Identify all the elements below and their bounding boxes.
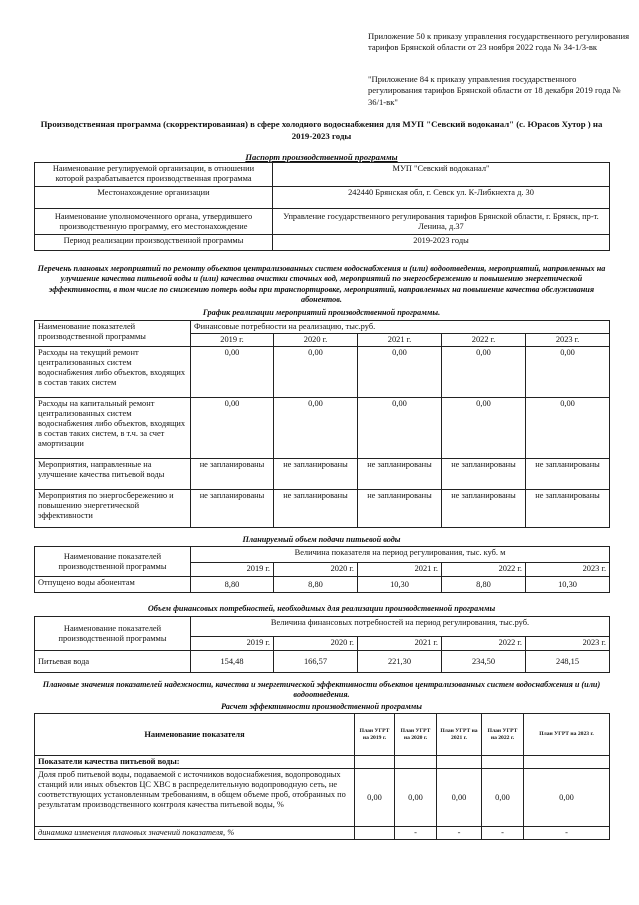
- table-row: [35, 209, 610, 235]
- row-label: Питьевая вода: [35, 651, 191, 673]
- cell-value: 248,15: [526, 651, 610, 673]
- passport-value: МУП "Севский водоканал": [273, 163, 610, 187]
- passport-value: 2019-2023 годы: [273, 235, 610, 251]
- cell-value: 234,50: [442, 651, 526, 673]
- supply-heading: Планируемый объем подачи питьевой воды: [242, 535, 401, 544]
- plan-column-header: План УГРТ на 2020 г.: [400, 727, 431, 741]
- passport-label: Период реализации производственной программы: [35, 235, 273, 251]
- year-header: 2020 г.: [274, 563, 358, 577]
- table-header-row: [35, 321, 610, 334]
- measures-heading: Перечень плановых мероприятий по ремонту объектов централизованных систем водоснабжения и (или) водоотведения, мероприятий, направленных на улучшение качества питьевой воды и (или) качества очистки сточных вод, мероприятий по энергосбережению и повышению энергетической эффективности, в том числе по снижению потерь воды при транспортировке, мероприятий, направленных на повышение качества обслуживания абонентов.: [37, 264, 606, 305]
- calc-heading: Расчет эффективности производственной программы: [221, 702, 422, 711]
- column-header: Наименование показателя: [35, 714, 355, 756]
- row-label: Расходы на текущий ремонт централизованных систем водоснабжения либо объектов, входящих в состав таких систем: [35, 347, 191, 398]
- row-label: динамика изменения плановых значений показателя, %: [35, 827, 355, 840]
- cell-value: 0,00: [355, 769, 395, 827]
- appendix-note-1: Приложение 50 к приказу управления государственного регулирования тарифов Брянской области от 23 ноября 2022 года № 34-1/3-вк: [368, 31, 630, 53]
- row-label: Отпущено воды абонентам: [35, 577, 191, 593]
- passport-label: Местонахождение организации: [35, 187, 273, 209]
- passport-value: 242440 Брянская обл, г. Севск ул. К-Либкнехта д. 30: [273, 187, 610, 209]
- column-group-header: Величина финансовых потребностей на период регулирования, тыс.руб.: [191, 617, 610, 637]
- passport-label: Наименование уполномоченного органа, утвердившего производственную программу, его местонахождение: [35, 209, 273, 235]
- table-row: [35, 769, 610, 827]
- table-row: [35, 398, 610, 459]
- table-row: [35, 490, 610, 528]
- cell-value: не запланированы: [526, 459, 610, 490]
- measures-table: [34, 320, 610, 528]
- table-header-row: [35, 714, 610, 756]
- column-header: Наименование показателей производственной программы: [35, 617, 191, 651]
- cell-value: не запланированы: [442, 490, 526, 528]
- cell-value: 0,00: [395, 769, 437, 827]
- document-title: Производственная программа (скорректированная) в сфере холодного водоснабжения для МУП "Севский водоканал" (с. Юрасов Хутор ) на 2019-2023 годы: [40, 119, 603, 141]
- cell-value: 0,00: [358, 398, 442, 459]
- section-row: [35, 756, 610, 769]
- table-row: [35, 459, 610, 490]
- cell-value: 0,00: [524, 769, 610, 827]
- cell-value: 0,00: [442, 398, 526, 459]
- appendix-note-2: "Приложение 84 к приказу управления государственного регулирования тарифов Брянской области от 18 декабря 2019 года № 36/1-вк": [368, 74, 621, 107]
- cell-value: не запланированы: [358, 490, 442, 528]
- year-header: 2021 г.: [358, 563, 442, 577]
- plan-column-header: План УГРТ на 2019 г.: [359, 727, 390, 741]
- column-group-header: Величина показателя на период регулирования, тыс. куб. м: [191, 547, 610, 563]
- table-row: [35, 163, 610, 187]
- cell-value: -: [524, 827, 610, 840]
- year-header: 2023 г.: [526, 563, 610, 577]
- cell-value: 8,80: [274, 577, 358, 593]
- cell-value: 166,57: [274, 651, 358, 673]
- cell-value: 10,30: [526, 577, 610, 593]
- year-header: 2021 г.: [358, 334, 442, 347]
- cell-value: не запланированы: [358, 459, 442, 490]
- finance-heading: Объем финансовых потребностей, необходимых для реализации производственной программы: [147, 604, 496, 613]
- table-row: [35, 827, 610, 840]
- year-header: 2019 г.: [191, 637, 274, 651]
- cell-value: 0,00: [274, 398, 358, 459]
- cell-value: 8,80: [442, 577, 526, 593]
- cell-value: 10,30: [358, 577, 442, 593]
- year-header: 2022 г.: [442, 637, 526, 651]
- schedule-heading: График реализации мероприятий производственной программы.: [202, 308, 441, 317]
- cell-value: 0,00: [191, 398, 274, 459]
- year-header: 2020 г.: [274, 637, 358, 651]
- cell-value: 0,00: [358, 347, 442, 398]
- cell-value: 0,00: [526, 347, 610, 398]
- table-row: [35, 235, 610, 251]
- cell-value: не запланированы: [442, 459, 526, 490]
- cell-value: 8,80: [191, 577, 274, 593]
- passport-label: Наименование регулируемой организации, в отношении которой разрабатывается производственная программа: [35, 163, 273, 187]
- year-header: 2022 г.: [442, 563, 526, 577]
- year-header: 2023 г.: [526, 637, 610, 651]
- year-header: 2020 г.: [274, 334, 358, 347]
- plan-column-header: План УГРТ на 2021 г.: [440, 727, 478, 741]
- table-header-row: [35, 547, 610, 563]
- cell-value: -: [482, 827, 524, 840]
- cell-value: не запланированы: [191, 490, 274, 528]
- year-header: 2022 г.: [442, 334, 526, 347]
- table-row: [35, 577, 610, 593]
- passport-table: [34, 162, 610, 251]
- column-header: Наименование показателей производственной программы: [35, 321, 191, 347]
- cell-value: не запланированы: [191, 459, 274, 490]
- table-row: [35, 187, 610, 209]
- cell-value: 0,00: [482, 769, 524, 827]
- year-header: 2021 г.: [358, 637, 442, 651]
- cell-value: 0,00: [526, 398, 610, 459]
- cell-value: не запланированы: [274, 490, 358, 528]
- table-row: [35, 347, 610, 398]
- column-header: Наименование показателей производственной программы: [35, 547, 191, 577]
- table-row: [35, 651, 610, 673]
- year-header: 2019 г.: [191, 334, 274, 347]
- row-label: Расходы на капитальный ремонт централизованных систем водоснабжения либо объектов, входящих в состав таких систем, в т.ч. за счет амортизации: [35, 398, 191, 459]
- passport-value: Управление государственного регулирования тарифов Брянской области, г. Брянск, пр-т. Ленина, д.37: [273, 209, 610, 235]
- cell-value: 0,00: [274, 347, 358, 398]
- cell-value: 0,00: [442, 347, 526, 398]
- cell-value: -: [395, 827, 437, 840]
- table-header-row: [35, 617, 610, 637]
- finance-table: [34, 616, 610, 673]
- reliability-heading: Плановые значения показателей надежности, качества и энергетической эффективности объектов централизованных систем водоснабжения и (или) водоотведения.: [42, 680, 601, 700]
- cell-value: 221,30: [358, 651, 442, 673]
- cell-value: не запланированы: [526, 490, 610, 528]
- cell-value: 0,00: [191, 347, 274, 398]
- plan-column-header: План УГРТ на 2023 г.: [539, 731, 594, 738]
- supply-table: [34, 546, 610, 593]
- row-label: Доля проб питьевой воды, подаваемой с источников водоснабжения, водопроводных станций или иных объектов ЦС ХВС в распределительную водопроводную сеть, не соответствующих установленным требованиям, в общем объеме проб, отобранных по результатам производственного контроля качества питьевой воды, %: [35, 769, 355, 827]
- cell-value: -: [437, 827, 482, 840]
- column-group-header: Финансовые потребности на реализацию, тыс.руб.: [191, 321, 610, 334]
- year-header: 2023 г.: [526, 334, 610, 347]
- row-label: Мероприятия, направленные на улучшение качества питьевой воды: [35, 459, 191, 490]
- section-label: Показатели качества питьевой воды:: [35, 756, 355, 769]
- passport-heading: Паспорт производственной программы: [245, 152, 398, 162]
- cell-value: 0,00: [437, 769, 482, 827]
- plan-column-header: План УГРТ на 2022 г.: [487, 727, 518, 741]
- cell-value: 154,48: [191, 651, 274, 673]
- year-header: 2019 г.: [191, 563, 274, 577]
- reliability-table: [34, 713, 610, 840]
- cell-value: [355, 827, 395, 840]
- row-label: Мероприятия по энергосбережению и повышению энергетической эффективности: [35, 490, 191, 528]
- cell-value: не запланированы: [274, 459, 358, 490]
